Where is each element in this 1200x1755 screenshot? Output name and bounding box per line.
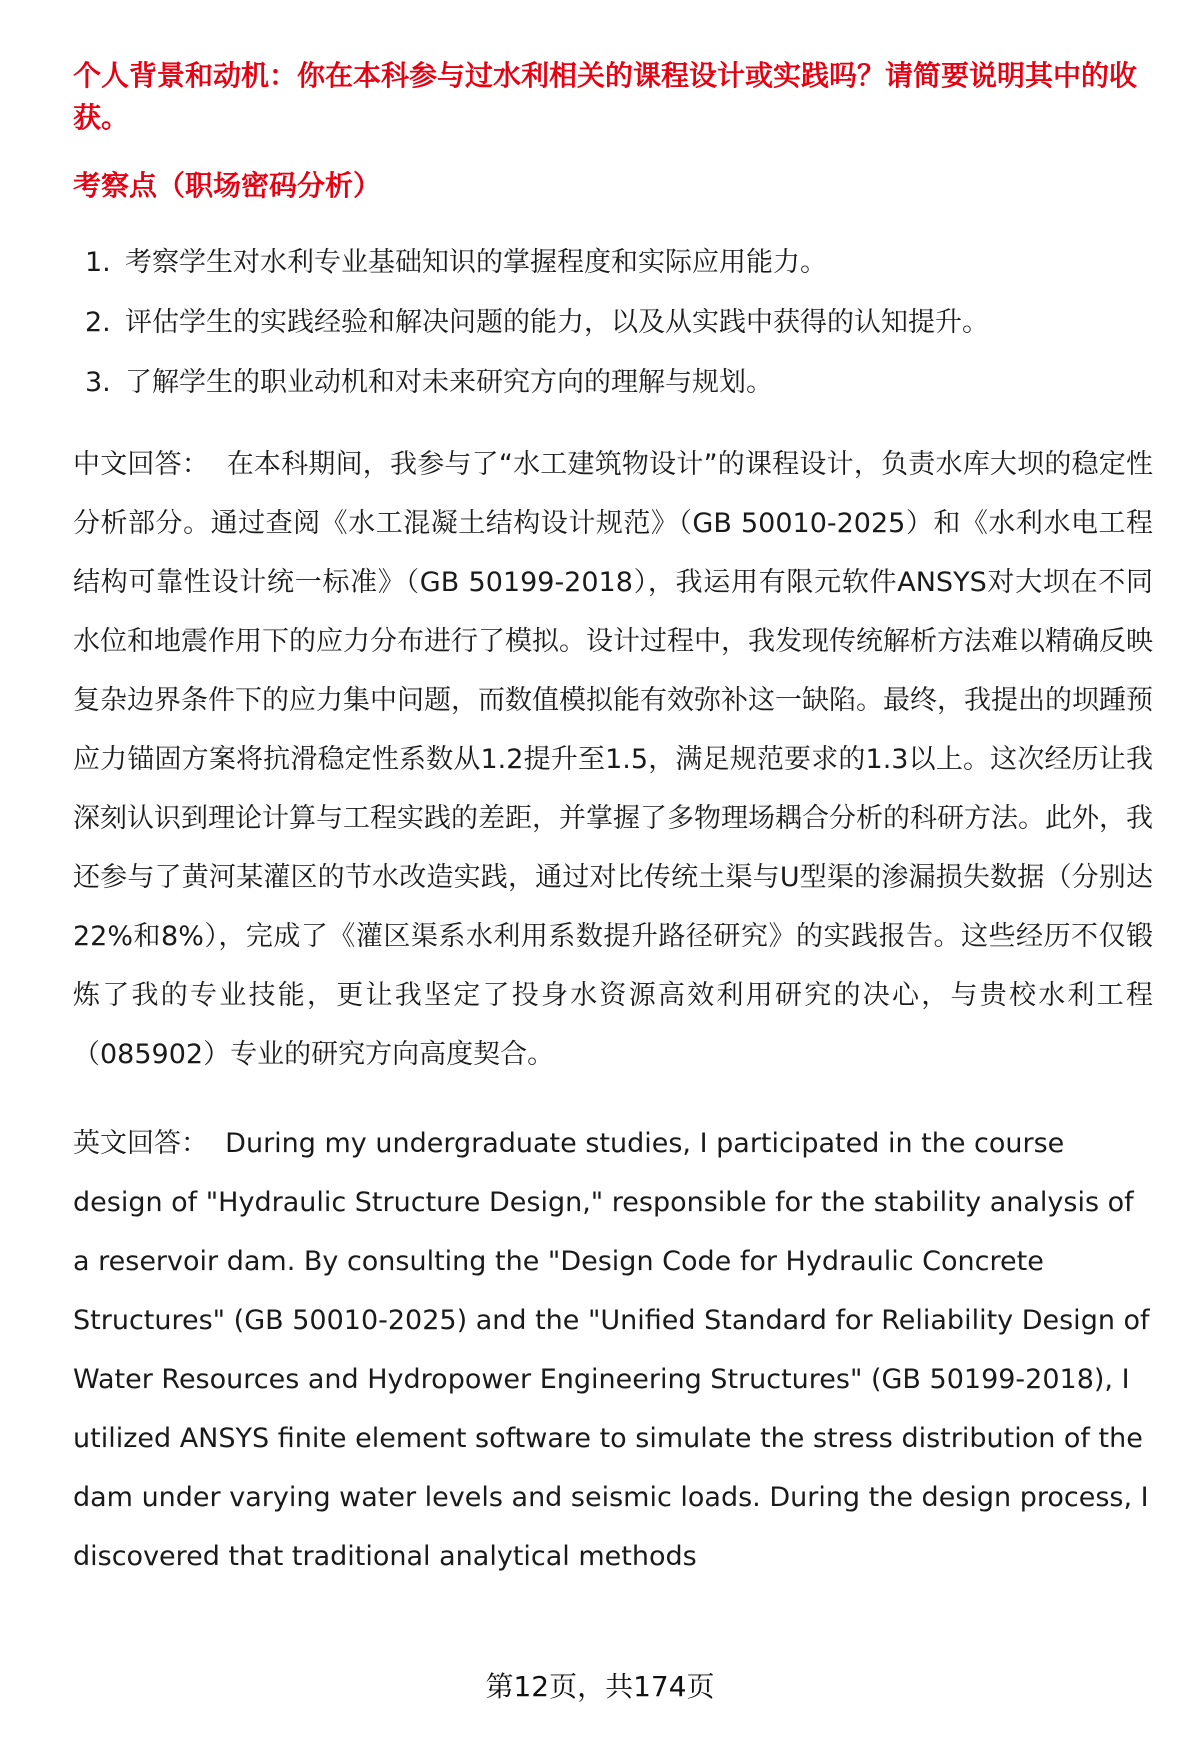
section-title: 考察点（职场密码分析） — [73, 169, 382, 202]
list-item-text: 评估学生的实践经验和解决问题的能力，以及从实践中获得的认知提升。 — [125, 307, 989, 338]
question-heading: 个人背景和动机：你在本科参与过水利相关的课程设计或实践吗？请简要说明其中的收获。 — [73, 59, 1138, 134]
english-answer-label: 英文回答： — [73, 1128, 208, 1159]
english-answer-text: During my undergraduate studies, I participated in the course design of "Hydraulic Structure Design," responsible for the stability analysis of a reservoir dam. By consulting the "Design Code for Hydraulic Concrete Structures" (GB 50010-2025) and the "Unified Standard for Reliability Design of Water Resources and Hydropower Engineering Structures" (GB 50199-2018), I utilized ANSYS finite element software to simulate the stress distribution of the dam under varying water levels and seismic loads. During the design process, I discovered that traditional analytical methods — [73, 1128, 1150, 1572]
document-page — [73, 55, 1153, 1586]
list-item-text: 了解学生的职业动机和对未来研究方向的理解与规划。 — [125, 367, 773, 398]
list-item — [73, 233, 1153, 293]
chinese-answer — [73, 435, 1153, 1084]
list-item — [73, 353, 1153, 413]
assessment-points-list — [73, 233, 1153, 413]
list-item-number: 2. — [85, 307, 111, 338]
english-answer — [73, 1114, 1153, 1586]
list-item — [73, 293, 1153, 353]
list-item-text: 考察学生对水利专业基础知识的掌握程度和实际应用能力。 — [125, 247, 827, 278]
chinese-answer-label: 中文回答： — [73, 449, 210, 480]
list-item-number: 3. — [85, 367, 111, 398]
list-item-number: 1. — [85, 247, 111, 278]
page-number-footer: 第12页，共174页 — [485, 1670, 715, 1703]
chinese-answer-text: 在本科期间，我参与了“水工建筑物设计”的课程设计，负责水库大坝的稳定性分析部分。通过查阅《水工混凝土结构设计规范》（GB 50010-2025）和《水利水电工程结构可靠性设计统一标准》（GB 50199-2018），我运用有限元软件ANSYS对大坝在不同水位和地震作用下的应力分布进行了模拟。设计过程中，我发现传统解析方法难以精确反映复杂边界条件下的应力集中问题，而数值模拟能有效弥补这一缺陷。最终，我提出的坝踵预应力锚固方案将抗滑稳定性系数从1.2提升至1.5，满足规范要求的1.3以上。这次经历让我深刻认识到理论计算与工程实践的差距，并掌握了多物理场耦合分析的科研方法。此外，我还参与了黄河某灌区的节水改造实践，通过对比传统土渠与U型渠的渗漏损失数据（分别达22%和8%），完成了《灌区渠系水利用系数提升路径研究》的实践报告。这些经历不仅锻炼了我的专业技能，更让我坚定了投身水资源高效利用研究的决心，与贵校水利工程（085902）专业的研究方向高度契合。 — [73, 449, 1154, 1070]
